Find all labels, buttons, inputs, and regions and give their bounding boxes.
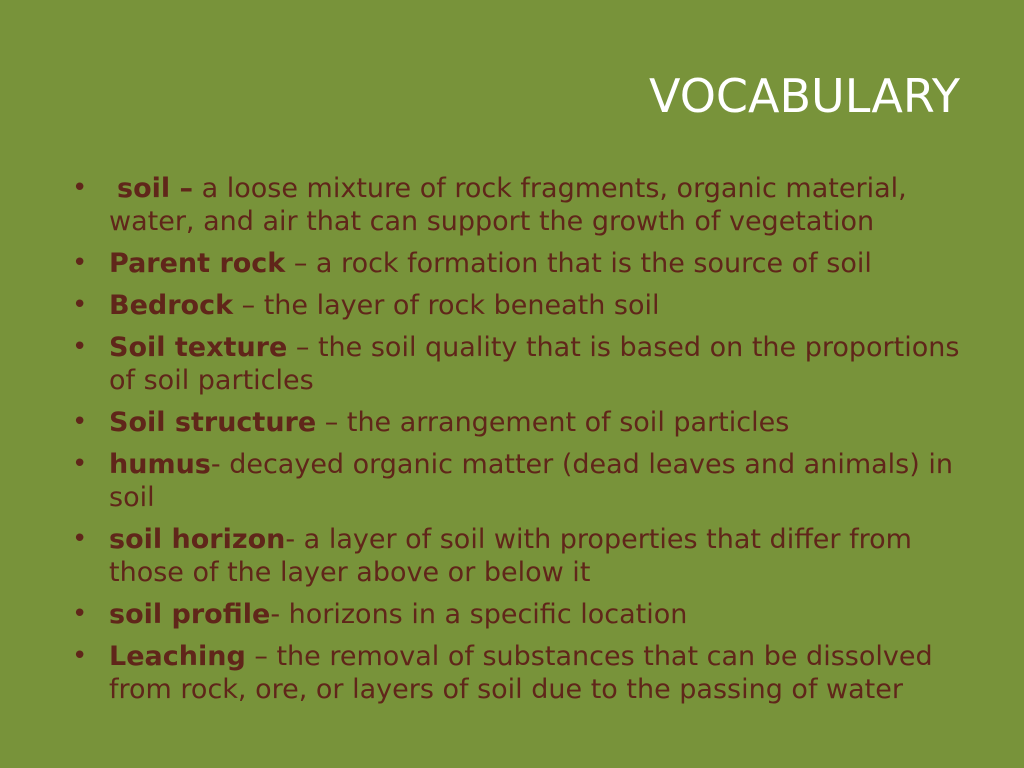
vocab-term: Bedrock bbox=[109, 290, 234, 321]
bullet-icon: • bbox=[72, 248, 88, 278]
vocab-item-parent-rock bbox=[72, 247, 972, 280]
vocabulary-list bbox=[72, 172, 972, 715]
vocab-term: Soil structure bbox=[109, 407, 317, 438]
bullet-icon: • bbox=[72, 332, 88, 362]
vocab-definition: - horizons in a specific location bbox=[270, 599, 688, 630]
vocab-term: soil – bbox=[117, 173, 194, 204]
vocab-definition: a loose mixture of rock fragments, organic material, water, and air that can support the growth of vegetation bbox=[109, 173, 907, 237]
slide-title: VOCABULARY bbox=[649, 69, 960, 123]
vocab-term: Soil texture bbox=[109, 332, 288, 363]
vocab-item-soil-horizon bbox=[72, 523, 972, 589]
vocab-definition: – a rock formation that is the source of soil bbox=[285, 248, 872, 279]
vocab-item-soil-structure bbox=[72, 406, 972, 439]
vocab-definition: - a layer of soil with properties that differ from those of the layer above or below it bbox=[109, 524, 912, 588]
vocab-term: soil profile bbox=[109, 599, 271, 630]
vocab-term: Leaching bbox=[109, 641, 246, 672]
vocab-item-soil-texture bbox=[72, 331, 972, 397]
bullet-icon: • bbox=[72, 173, 88, 203]
vocab-item-humus bbox=[72, 448, 972, 514]
bullet-icon: • bbox=[72, 449, 88, 479]
bullet-icon: • bbox=[72, 524, 88, 554]
vocab-item-soil-profile bbox=[72, 598, 972, 631]
vocab-item-leaching bbox=[72, 640, 972, 706]
vocab-definition: – the soil quality that is based on the proportions of soil particles bbox=[109, 332, 960, 396]
bullet-icon: • bbox=[72, 290, 88, 320]
vocab-term: Parent rock bbox=[109, 248, 286, 279]
bullet-icon: • bbox=[72, 641, 88, 671]
bullet-icon: • bbox=[72, 599, 88, 629]
vocab-term: humus bbox=[109, 449, 211, 480]
vocab-definition: - decayed organic matter (dead leaves and animals) in soil bbox=[109, 449, 953, 513]
vocab-term: soil horizon bbox=[109, 524, 286, 555]
vocab-item-bedrock bbox=[72, 289, 972, 322]
bullet-icon: • bbox=[72, 407, 88, 437]
vocab-item-soil bbox=[72, 172, 972, 238]
vocab-definition: – the removal of substances that can be dissolved from rock, ore, or layers of soil due to the passing of water bbox=[109, 641, 933, 705]
vocab-definition: – the arrangement of soil particles bbox=[316, 407, 790, 438]
vocab-definition: – the layer of rock beneath soil bbox=[233, 290, 660, 321]
